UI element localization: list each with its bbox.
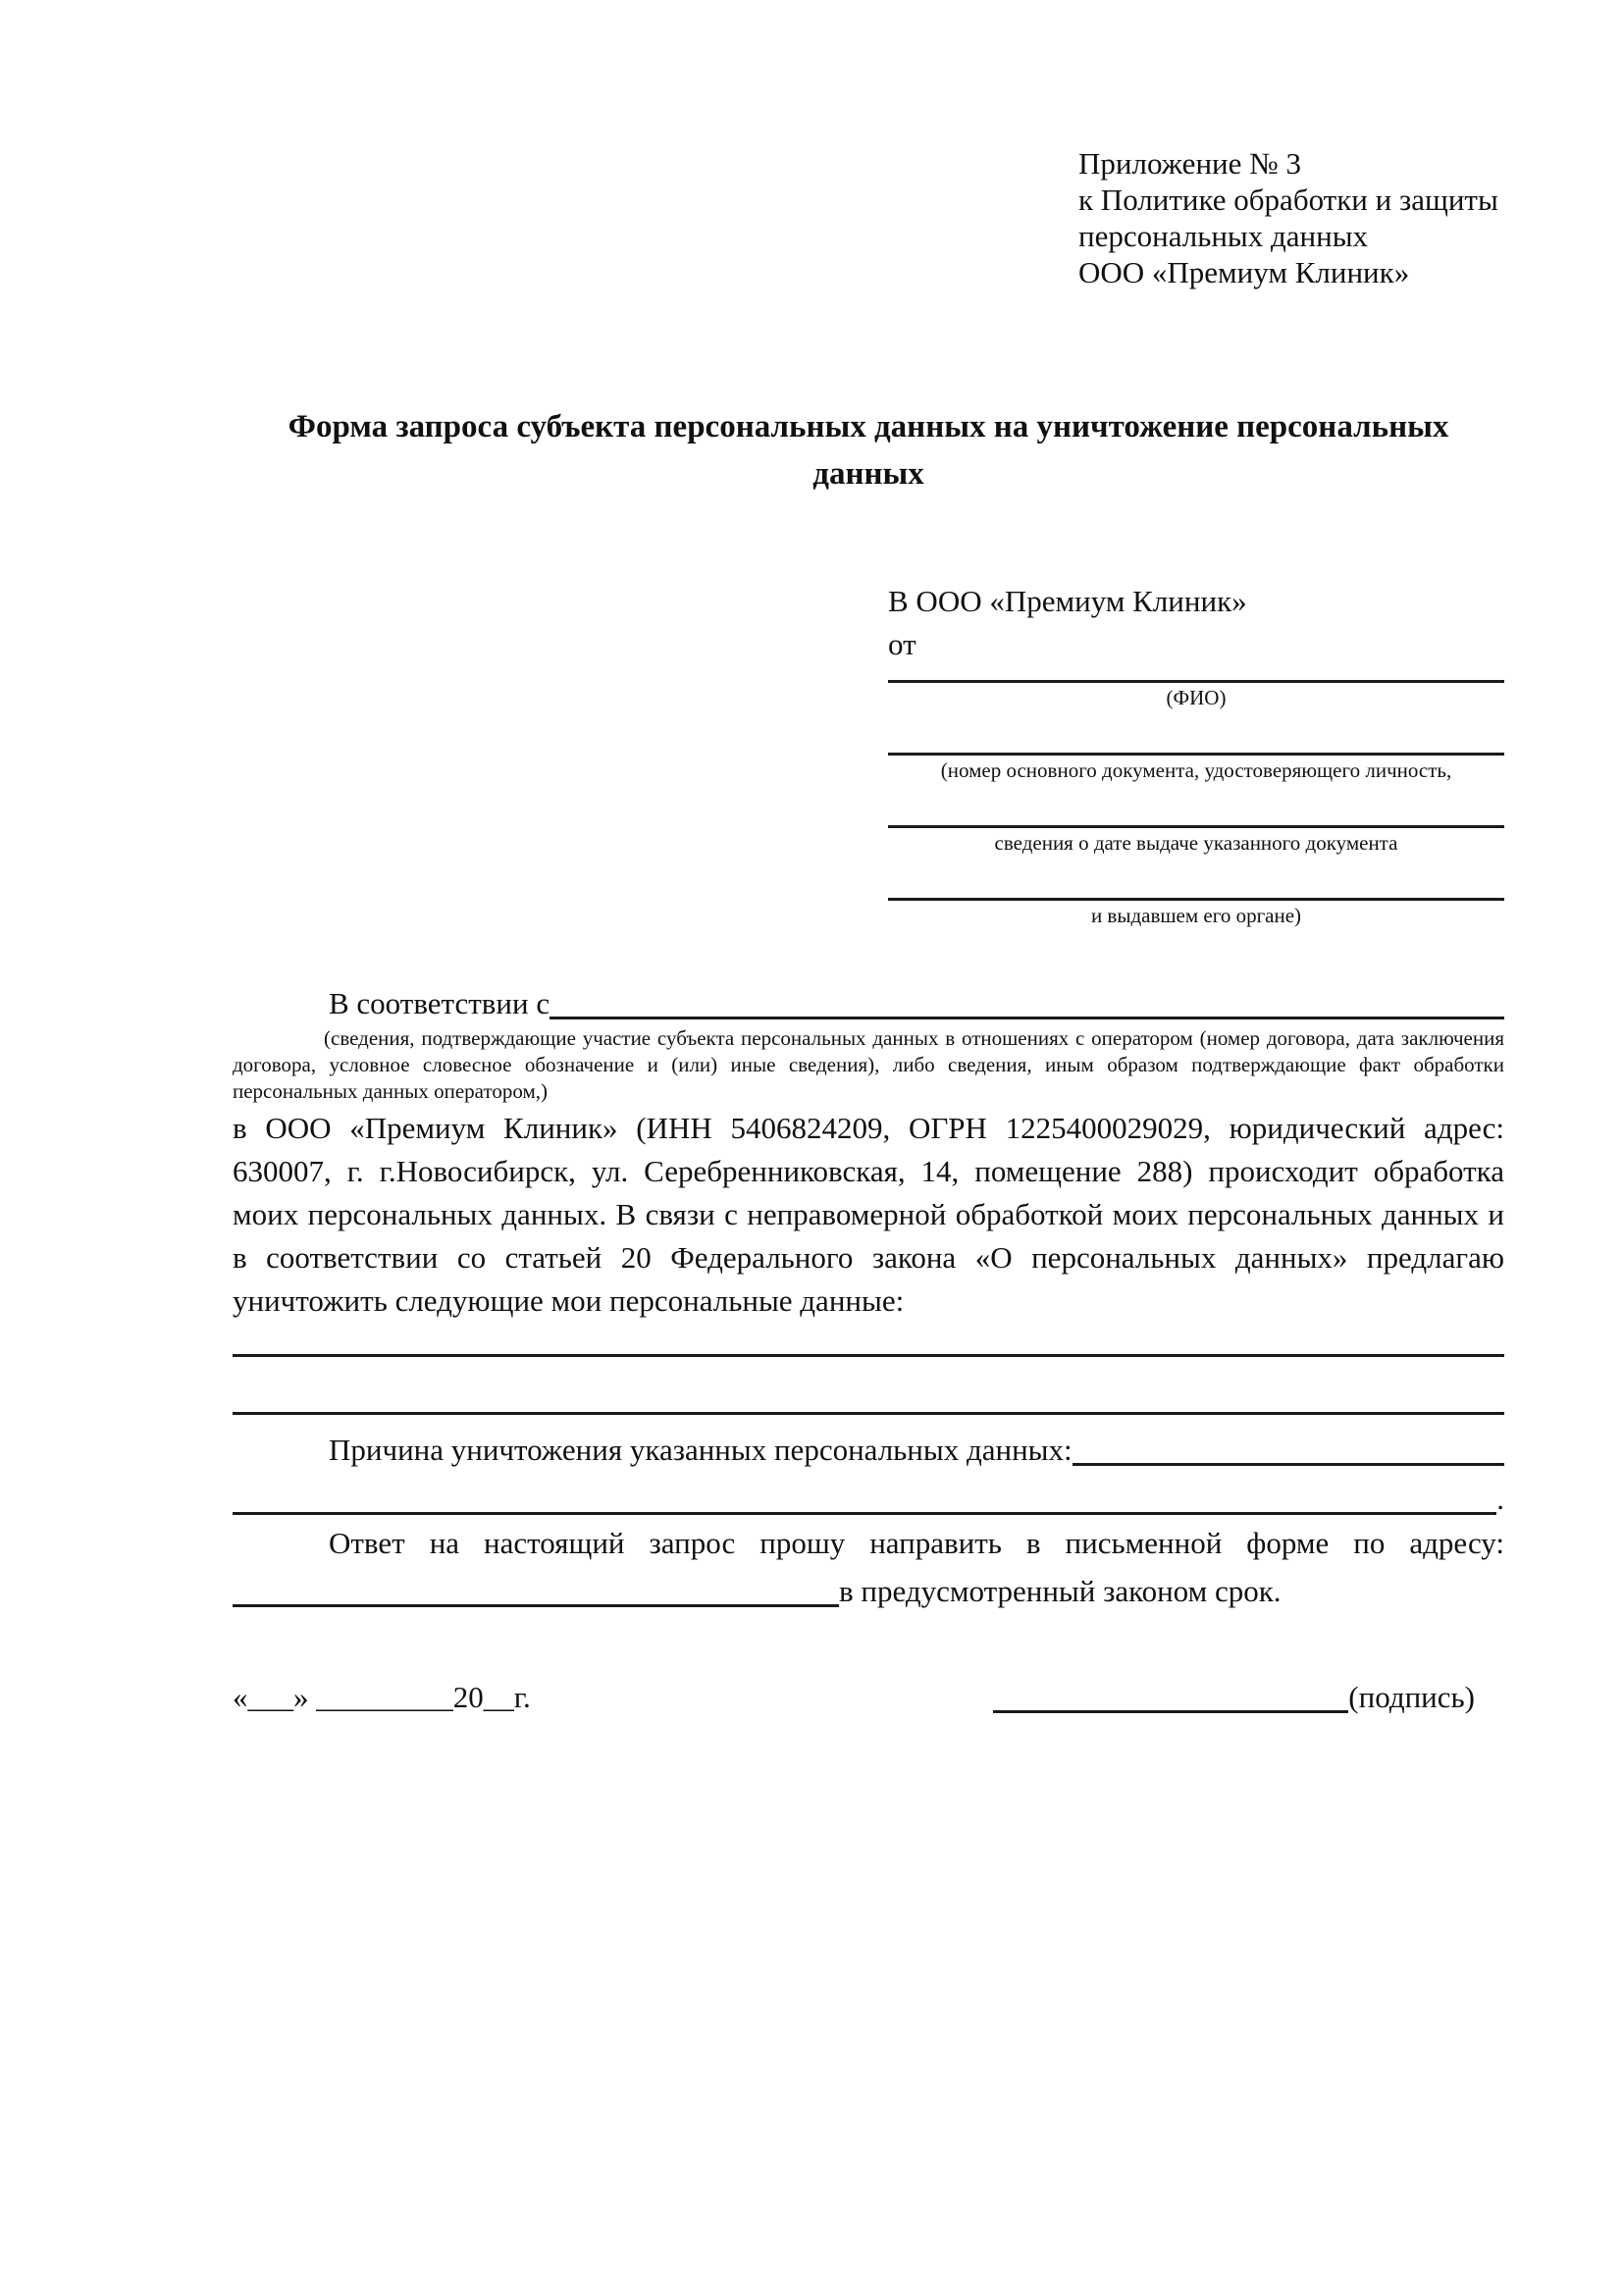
accordance-input-line[interactable] xyxy=(550,1017,1504,1019)
signature-input-line[interactable] xyxy=(993,1710,1348,1713)
appendix-header-line: к Политике обработки и защиты xyxy=(1078,183,1498,217)
signature-caption: (подпись) xyxy=(1348,1680,1475,1714)
personal-data-input-line-1[interactable] xyxy=(233,1323,1504,1357)
fio-input-line[interactable] xyxy=(888,666,1504,683)
period-suffix: . xyxy=(1496,1482,1504,1516)
addressee-to-line: В ООО «Премиум Клиник» xyxy=(888,584,1247,618)
document-number-field xyxy=(888,739,1504,784)
address-row xyxy=(233,1566,1504,1613)
footer-row xyxy=(233,1676,1504,1719)
fio-field xyxy=(888,666,1504,711)
appendix-header-line: персональных данных xyxy=(1078,219,1369,253)
document-number-input-line[interactable] xyxy=(888,739,1504,756)
date-template[interactable]: «___» _________20__г. xyxy=(233,1680,531,1714)
accordance-row xyxy=(233,982,1504,1025)
response-suffix: в предусмотренный законом срок. xyxy=(839,1574,1282,1608)
appendix-header-line: Приложение № 3 xyxy=(1078,146,1301,181)
document-issue-date-input-line[interactable] xyxy=(888,811,1504,828)
addressee-block xyxy=(888,580,1504,929)
appendix-header xyxy=(1078,145,1504,290)
page-title: Форма запроса субъекта персональных данных на уничтожение персональных данных xyxy=(288,409,1449,492)
signature-block xyxy=(993,1676,1475,1719)
address-input-line[interactable] xyxy=(233,1604,839,1607)
main-paragraph: в ООО «Премиум Клиник» (ИНН 5406824209, ОГРН 1225400029029, юридический адрес: 630007, г. г.Новосибирск, ул. Серебренниковская, 14, помещение 288) происходит обработка моих персональных данных. В связи с неправомерной обработкой моих персональных данных и в соответствии со статьей 20 Федерального закона «О персональных данных» предлагаю уничтожить следующие мои персональные данные: xyxy=(233,1111,1504,1318)
reason-continuation-row xyxy=(233,1472,1504,1521)
issuing-authority-input-line[interactable] xyxy=(888,884,1504,901)
document-issue-date-caption: сведения о дате выдаче указанного документа xyxy=(994,831,1398,855)
reason-input-line-2[interactable] xyxy=(233,1512,1496,1515)
reason-input-line[interactable] xyxy=(1073,1463,1504,1466)
issuing-authority-field xyxy=(888,884,1504,929)
accordance-note: (сведения, подтверждающие участие субъекта персональных данных в отношениях с оператором (номер договора, дата заключения договора, условное словесное обозначение и (или) иные сведения), либо сведения, иным образом подтверждающие факт обработки персональных данных оператором,) xyxy=(233,1026,1504,1103)
personal-data-input-line-2[interactable] xyxy=(233,1357,1504,1415)
document-issue-date-field xyxy=(888,811,1504,857)
response-sentence: Ответ на настоящий запрос прошу направить в письменной форме по адресу: xyxy=(329,1526,1504,1560)
reason-label: Причина уничтожения указанных персональных данных: xyxy=(329,1433,1073,1467)
issuing-authority-caption: и выдавшем его органе) xyxy=(1090,904,1302,927)
reason-row xyxy=(233,1421,1504,1472)
fio-caption: (ФИО) xyxy=(1166,686,1227,709)
appendix-header-line: ООО «Премиум Клиник» xyxy=(1078,255,1410,289)
document-number-caption: (номер основного документа, удостоверяющего личность, xyxy=(940,758,1452,782)
addressee-from-label: от xyxy=(888,627,916,661)
accordance-label: В соответствии с xyxy=(329,986,550,1020)
